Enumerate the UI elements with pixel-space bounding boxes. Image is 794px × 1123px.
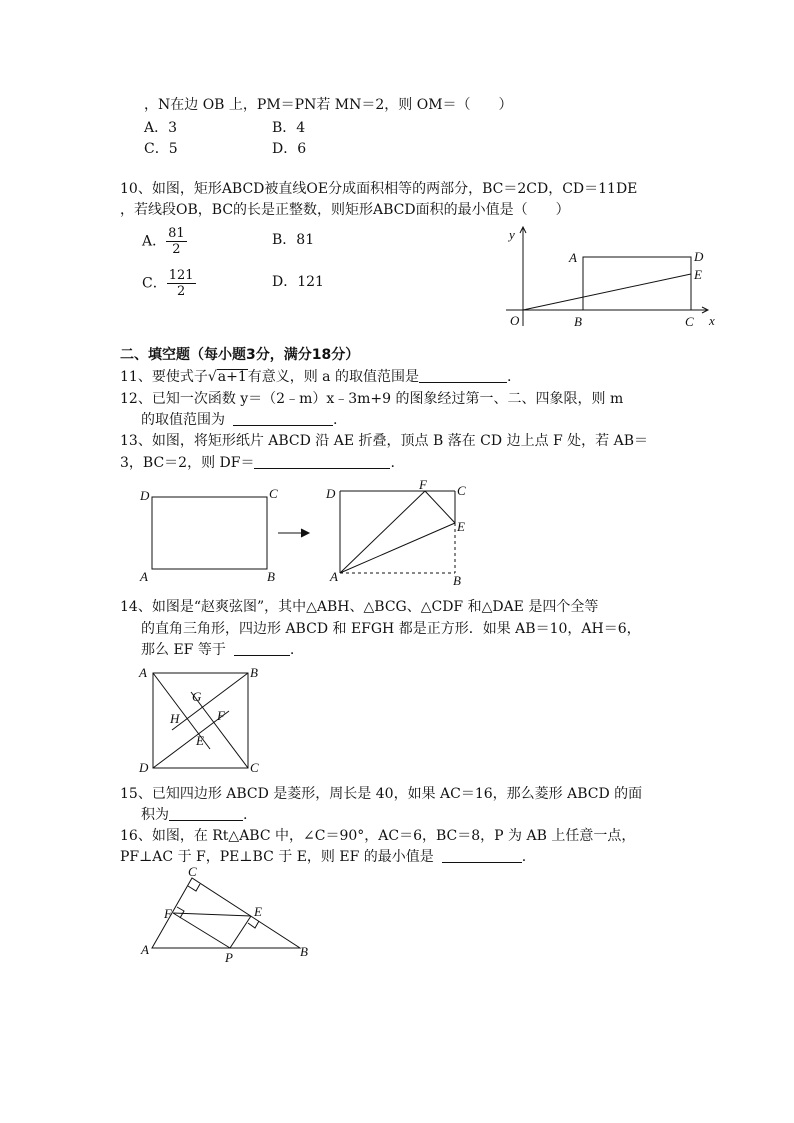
q12-line1: 12、已知一次函数 y＝（2﹣m）x﹣3m+9 的图象经过第一、二、四象限，则 m [120,391,624,407]
q14-label-e: E [196,733,204,748]
q14-square-abcd [153,673,248,768]
q10-option-a-numerator: 81 [168,226,185,241]
q10-option-b: B．81 [272,232,315,248]
q11-text-before: 11、要使式子 [120,369,208,385]
q14-label-h: H [170,711,180,726]
q14-line-bh [172,673,248,730]
q11-radicand: a+1 [217,369,247,385]
q11-line [120,368,511,386]
q13-segment-ae [340,523,455,573]
q10-label-o: O [510,313,520,328]
q9-option-c: C．5 [144,141,178,157]
q10-line1: 10、如图，矩形ABCD被直线OE分成面积相等的两部分，BC＝2CD，CD＝11DE [120,181,638,197]
q16-label-b: B [300,944,308,959]
q14-line2: 的直角三角形，四边形 ABCD 和 EFGH 都是正方形．如果 AB＝10，AH＝6， [141,621,641,637]
q14-label-d: D [139,760,149,775]
q12-end: . [333,412,338,428]
q16-line2-text: PF⊥AC 于 F，PE⊥BC 于 E，则 EF 的最小值是 [120,849,434,865]
q9-option-d: D．6 [272,141,307,157]
q13-before-label-d: D [140,488,150,503]
q9-option-b: B．4 [272,120,306,136]
q10-label-d: D [694,249,704,264]
q9-option-a: A．3 [144,120,178,136]
q10-option-c-numerator: 121 [168,268,194,283]
q10-label-a: A [569,250,577,265]
q13-rectangle-before [152,497,267,569]
q10-option-c-denominator: 2 [176,284,186,299]
q13-line2 [120,454,395,472]
q10-option-a [142,226,187,257]
q10-option-a-label: A． [142,233,167,250]
q13-after-label-e: E [457,519,465,534]
q13-line1: 13、如图，将矩形纸片 ABCD 沿 AE 折叠，顶点 B 落在 CD 边上点 F 处，若 AB＝ [120,433,649,449]
q16-line2 [120,848,526,866]
q14-figure [136,663,266,778]
q16-segment-ef [173,913,251,916]
q16-segment-pf [173,913,230,948]
q13-segment-af [340,491,425,573]
q13-before-label-a: A [140,569,148,584]
q10-line2: ，若线段OB，BC的长是正整数，则矩形ABCD面积的最小值是（ ） [120,202,570,218]
q13-line2-text: 3，BC＝2，则 DF＝ [120,455,255,471]
q10-label-c: C [685,314,694,329]
q13-after-label-a: A [330,569,338,584]
q11-end: . [506,369,512,385]
q10-option-c-label: C． [142,275,167,292]
q10-figure [500,222,730,332]
q13-answer-blank[interactable] [254,454,390,469]
q16-label-c: C [188,864,197,879]
q16-right-angle-e [248,921,259,928]
q16-segment-pe [230,916,251,948]
q10-label-e: E [694,267,702,282]
q13-end: . [390,455,395,471]
q14-line1: 14、如图是“赵爽弦图”，其中△ABH、△BCG、△CDF 和△DAE 是四个全等 [120,599,599,615]
q14-answer-blank[interactable] [234,641,290,656]
q10-label-y: y [509,227,515,242]
q14-label-f: F [217,708,225,723]
q13-after-label-d: D [326,486,336,501]
q10-rectangle-abcd [583,257,691,310]
q13-after-label-c: C [457,483,466,498]
q16-line1: 16、如图，在 Rt△ABC 中，∠C＝90°，AC＝6，BC＝8，P 为 AB 上任意一点， [120,828,636,844]
q15-answer-blank[interactable] [169,806,243,821]
q12-line2 [141,411,337,429]
q15-line1: 15、已知四边形 ABCD 是菱形，周长是 40，如果 AC＝16，那么菱形 ABCD 的面 [120,786,643,802]
q16-right-angle-c [188,884,200,891]
q12-answer-blank[interactable] [233,411,333,426]
q10-option-a-fraction [166,226,187,257]
q12-line2-text: 的取值范围为 [141,412,225,428]
q9-stem: ，N在边 OB 上，PM＝PN若 MN＝2，则 OM＝（ ） [144,97,513,113]
q13-arrow-head [301,529,309,537]
q14-label-g: G [192,689,202,704]
section2-title: 二、填空题（每小题3分，满分18分） [120,347,360,363]
q16-end: . [521,849,527,865]
q10-option-a-denominator: 2 [172,242,181,257]
q14-label-b: B [250,665,258,680]
q10-option-d: D．121 [272,274,324,290]
q15-line2 [141,806,247,824]
q10-label-x: x [709,313,715,328]
q13-figure [135,477,480,588]
q10-option-c [142,268,196,299]
q13-before-label-b: B [267,569,275,584]
q16-label-e: E [254,904,262,919]
q10-option-c-fraction [167,268,196,299]
q15-line2-text: 积为 [141,807,169,823]
q11-answer-blank[interactable] [419,368,507,383]
q16-label-a: A [141,942,149,957]
q14-label-a: A [139,665,147,680]
q16-label-p: P [225,950,233,965]
q14-line3-text: 那么 EF 等于 [141,642,226,658]
q10-label-b: B [574,314,582,329]
q13-before-label-c: C [269,486,278,501]
q11-text-after: 有意义，则 a 的取值范围是 [247,369,419,385]
q16-answer-blank[interactable] [442,848,522,863]
q14-label-c: C [250,760,259,775]
q13-after-label-b: B [453,573,461,588]
q14-line3 [141,641,294,659]
q11-radical-sign: √ [207,369,217,385]
q14-end: . [289,642,295,658]
q16-label-f: F [164,906,172,921]
q16-figure [140,864,320,965]
q15-end: . [243,807,248,823]
q13-segment-fe [425,491,455,523]
q10-line-oe [523,274,691,310]
q13-after-label-f: F [419,477,427,492]
